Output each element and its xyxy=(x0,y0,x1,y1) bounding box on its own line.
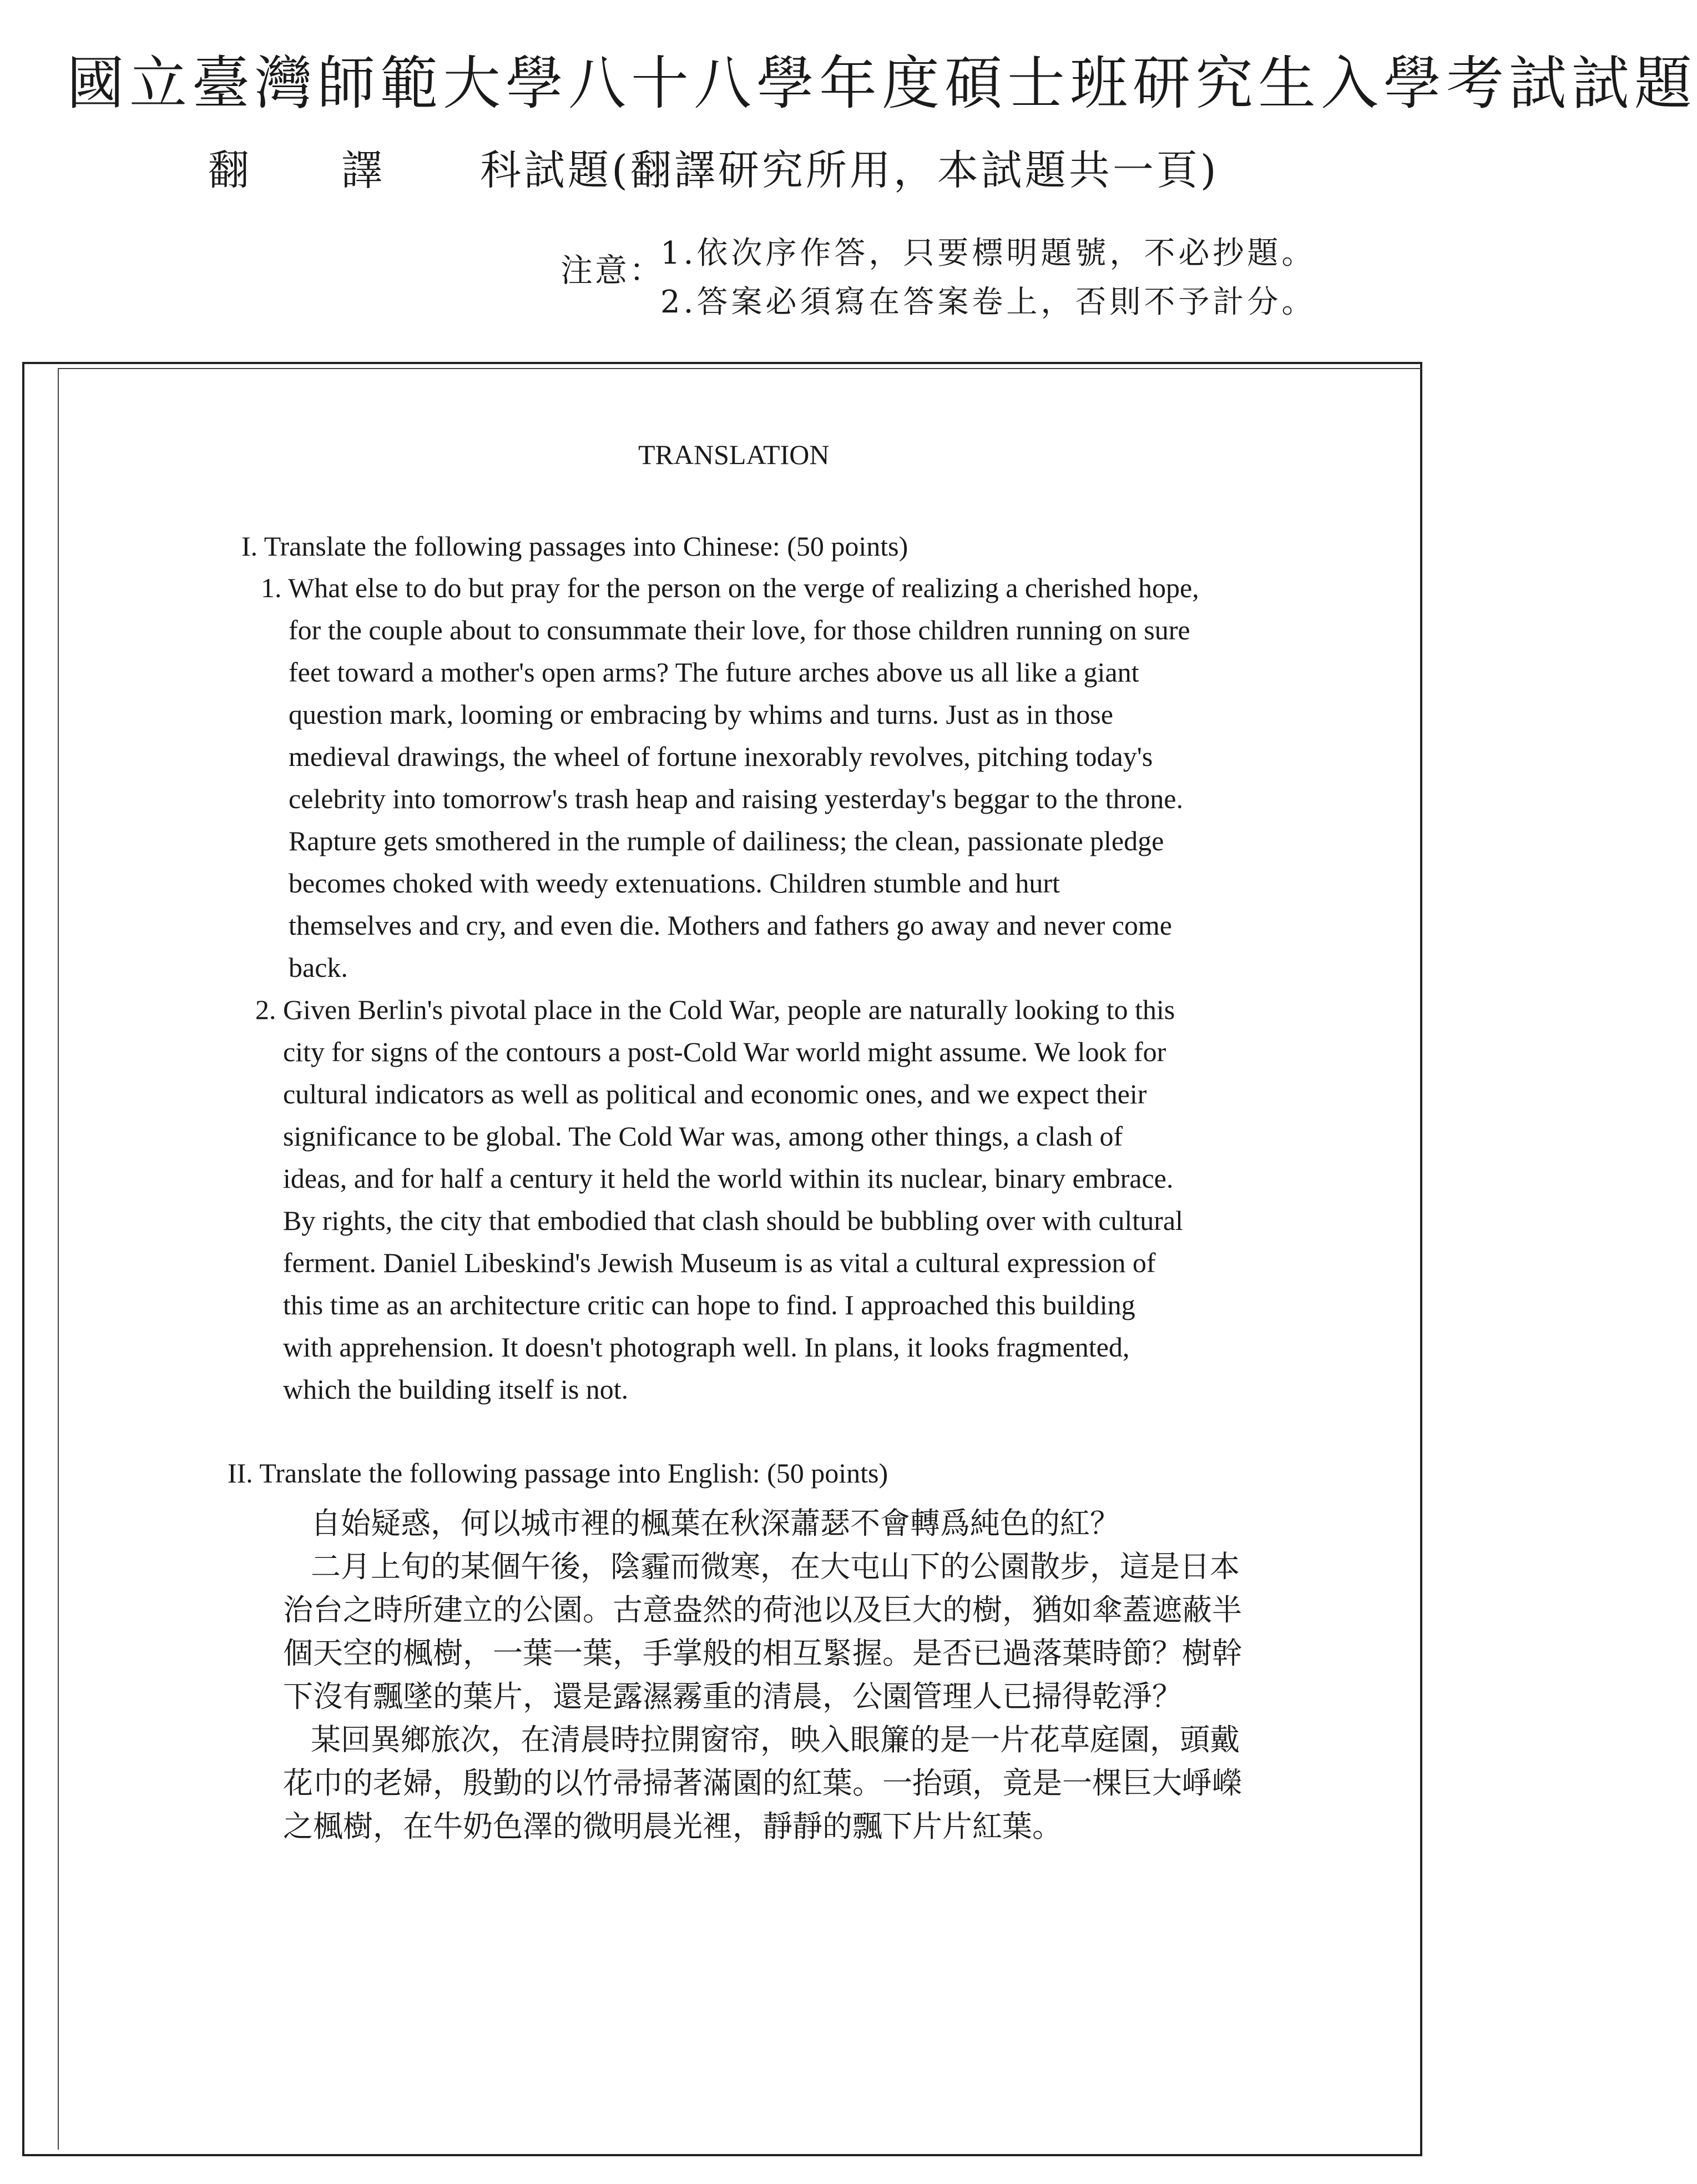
subject-line: 科試題(翻譯研究所用，本試題共一頁) xyxy=(480,147,1219,194)
passage1-line-6: celebrity into tomorrow's trash heap and raising yesterday's beggar to the throne. xyxy=(289,783,1183,814)
passage1-line-7: Rapture gets smothered in the rumple of dailiness; the clean, passionate pledge xyxy=(289,825,1164,856)
part2-line-8: 之楓樹，在牛奶色澤的微明晨光裡，靜靜的飄下片片紅葉。 xyxy=(283,1809,1062,1844)
passage2-line-5: ideas, and for half a century it held the world within its nuclear, binary embrace. xyxy=(283,1163,1174,1194)
passage2-line-8: this time as an architecture critic can hope to find. I approached this building xyxy=(283,1289,1135,1320)
part2-instruction: II. Translate the following passage into English: (50 points) xyxy=(228,1457,888,1489)
passage1-line-5: medieval drawings, the wheel of fortune inexorably revolves, pitching today's xyxy=(289,741,1153,772)
part2-line-4: 個天空的楓樹，一葉一葉，手掌般的相互緊握。是否已過落葉時節？樹幹 xyxy=(283,1636,1242,1671)
note-1: 1.依次序作答，只要標明題號，不必抄題。 xyxy=(660,235,1316,271)
passage1-line-10: back. xyxy=(289,952,348,983)
passage1-line-2: for the couple about to consummate their love, for those children running on sure xyxy=(289,614,1190,645)
part2-line-5: 下沒有飄墜的葉片，還是露濕霧重的清晨，公園管理人已掃得乾淨？ xyxy=(283,1679,1182,1714)
subject-char-yi: 譯 xyxy=(341,147,382,194)
passage2-line-2: city for signs of the contours a post-Cold War world might assume. We look for xyxy=(283,1036,1166,1067)
part1-instruction: I. Translate the following passages into Chinese: (50 points) xyxy=(241,531,908,562)
passage2-line-9: with apprehension. It doesn't photograph well. In plans, it looks fragmented, xyxy=(283,1331,1130,1363)
note-2: 2.答案必須寫在答案卷上，否則不予計分。 xyxy=(660,284,1316,320)
part2-line-6: 某回異鄉旅次，在清晨時拉開窗帘，映入眼簾的是一片花草庭園，頭戴 xyxy=(311,1722,1240,1757)
passage2-line-4: significance to be global. The Cold War was, among other things, a clash of xyxy=(283,1121,1123,1152)
part2-line-3: 治台之時所建立的公園。古意盎然的荷池以及巨大的樹，猶如傘蓋遮蔽半 xyxy=(283,1592,1242,1627)
passage2-line-1: 2. Given Berlin's pivotal place in the Cold War, people are naturally looking to this xyxy=(255,994,1175,1025)
notes-label: 注意： xyxy=(560,251,664,289)
part2-line-7: 花巾的老婦，殷勤的以竹帚掃著滿園的紅葉。一抬頭，竟是一棵巨大崢嶸 xyxy=(283,1766,1242,1800)
part2-line-1: 自始疑惑，何以城市裡的楓葉在秋深蕭瑟不會轉爲純色的紅？ xyxy=(311,1506,1120,1541)
passage2-line-7: ferment. Daniel Libeskind's Jewish Museum is as vital a cultural expression of xyxy=(283,1247,1156,1278)
subject-char-fan: 翻 xyxy=(208,147,249,194)
passage1-line-4: question mark, looming or embracing by whims and turns. Just as in those xyxy=(289,699,1113,730)
passage2-line-6: By rights, the city that embodied that clash should be bubbling over with cultural xyxy=(283,1205,1183,1236)
passage1-line-3: feet toward a mother's open arms? The future arches above us all like a giant xyxy=(289,657,1139,688)
exam-title: 國立臺灣師範大學八十八學年度碩士班研究生入學考試試題 xyxy=(67,49,1697,117)
passage1-line-8: becomes choked with weedy extenuations. Children stumble and hurt xyxy=(289,867,1060,899)
passage2-line-3: cultural indicators as well as political and economic ones, and we expect their xyxy=(283,1078,1147,1109)
passage1-line-1: 1. What else to do but pray for the person on the verge of realizing a cherished hope, xyxy=(261,572,1199,603)
passage2-line-10: which the building itself is not. xyxy=(283,1374,629,1405)
translation-heading: TRANSLATION xyxy=(638,439,830,470)
passage1-line-9: themselves and cry, and even die. Mothers and fathers go away and never come xyxy=(289,910,1172,941)
part2-line-2: 二月上旬的某個午後，陰霾而微寒，在大屯山下的公園散步，這是日本 xyxy=(311,1549,1240,1584)
